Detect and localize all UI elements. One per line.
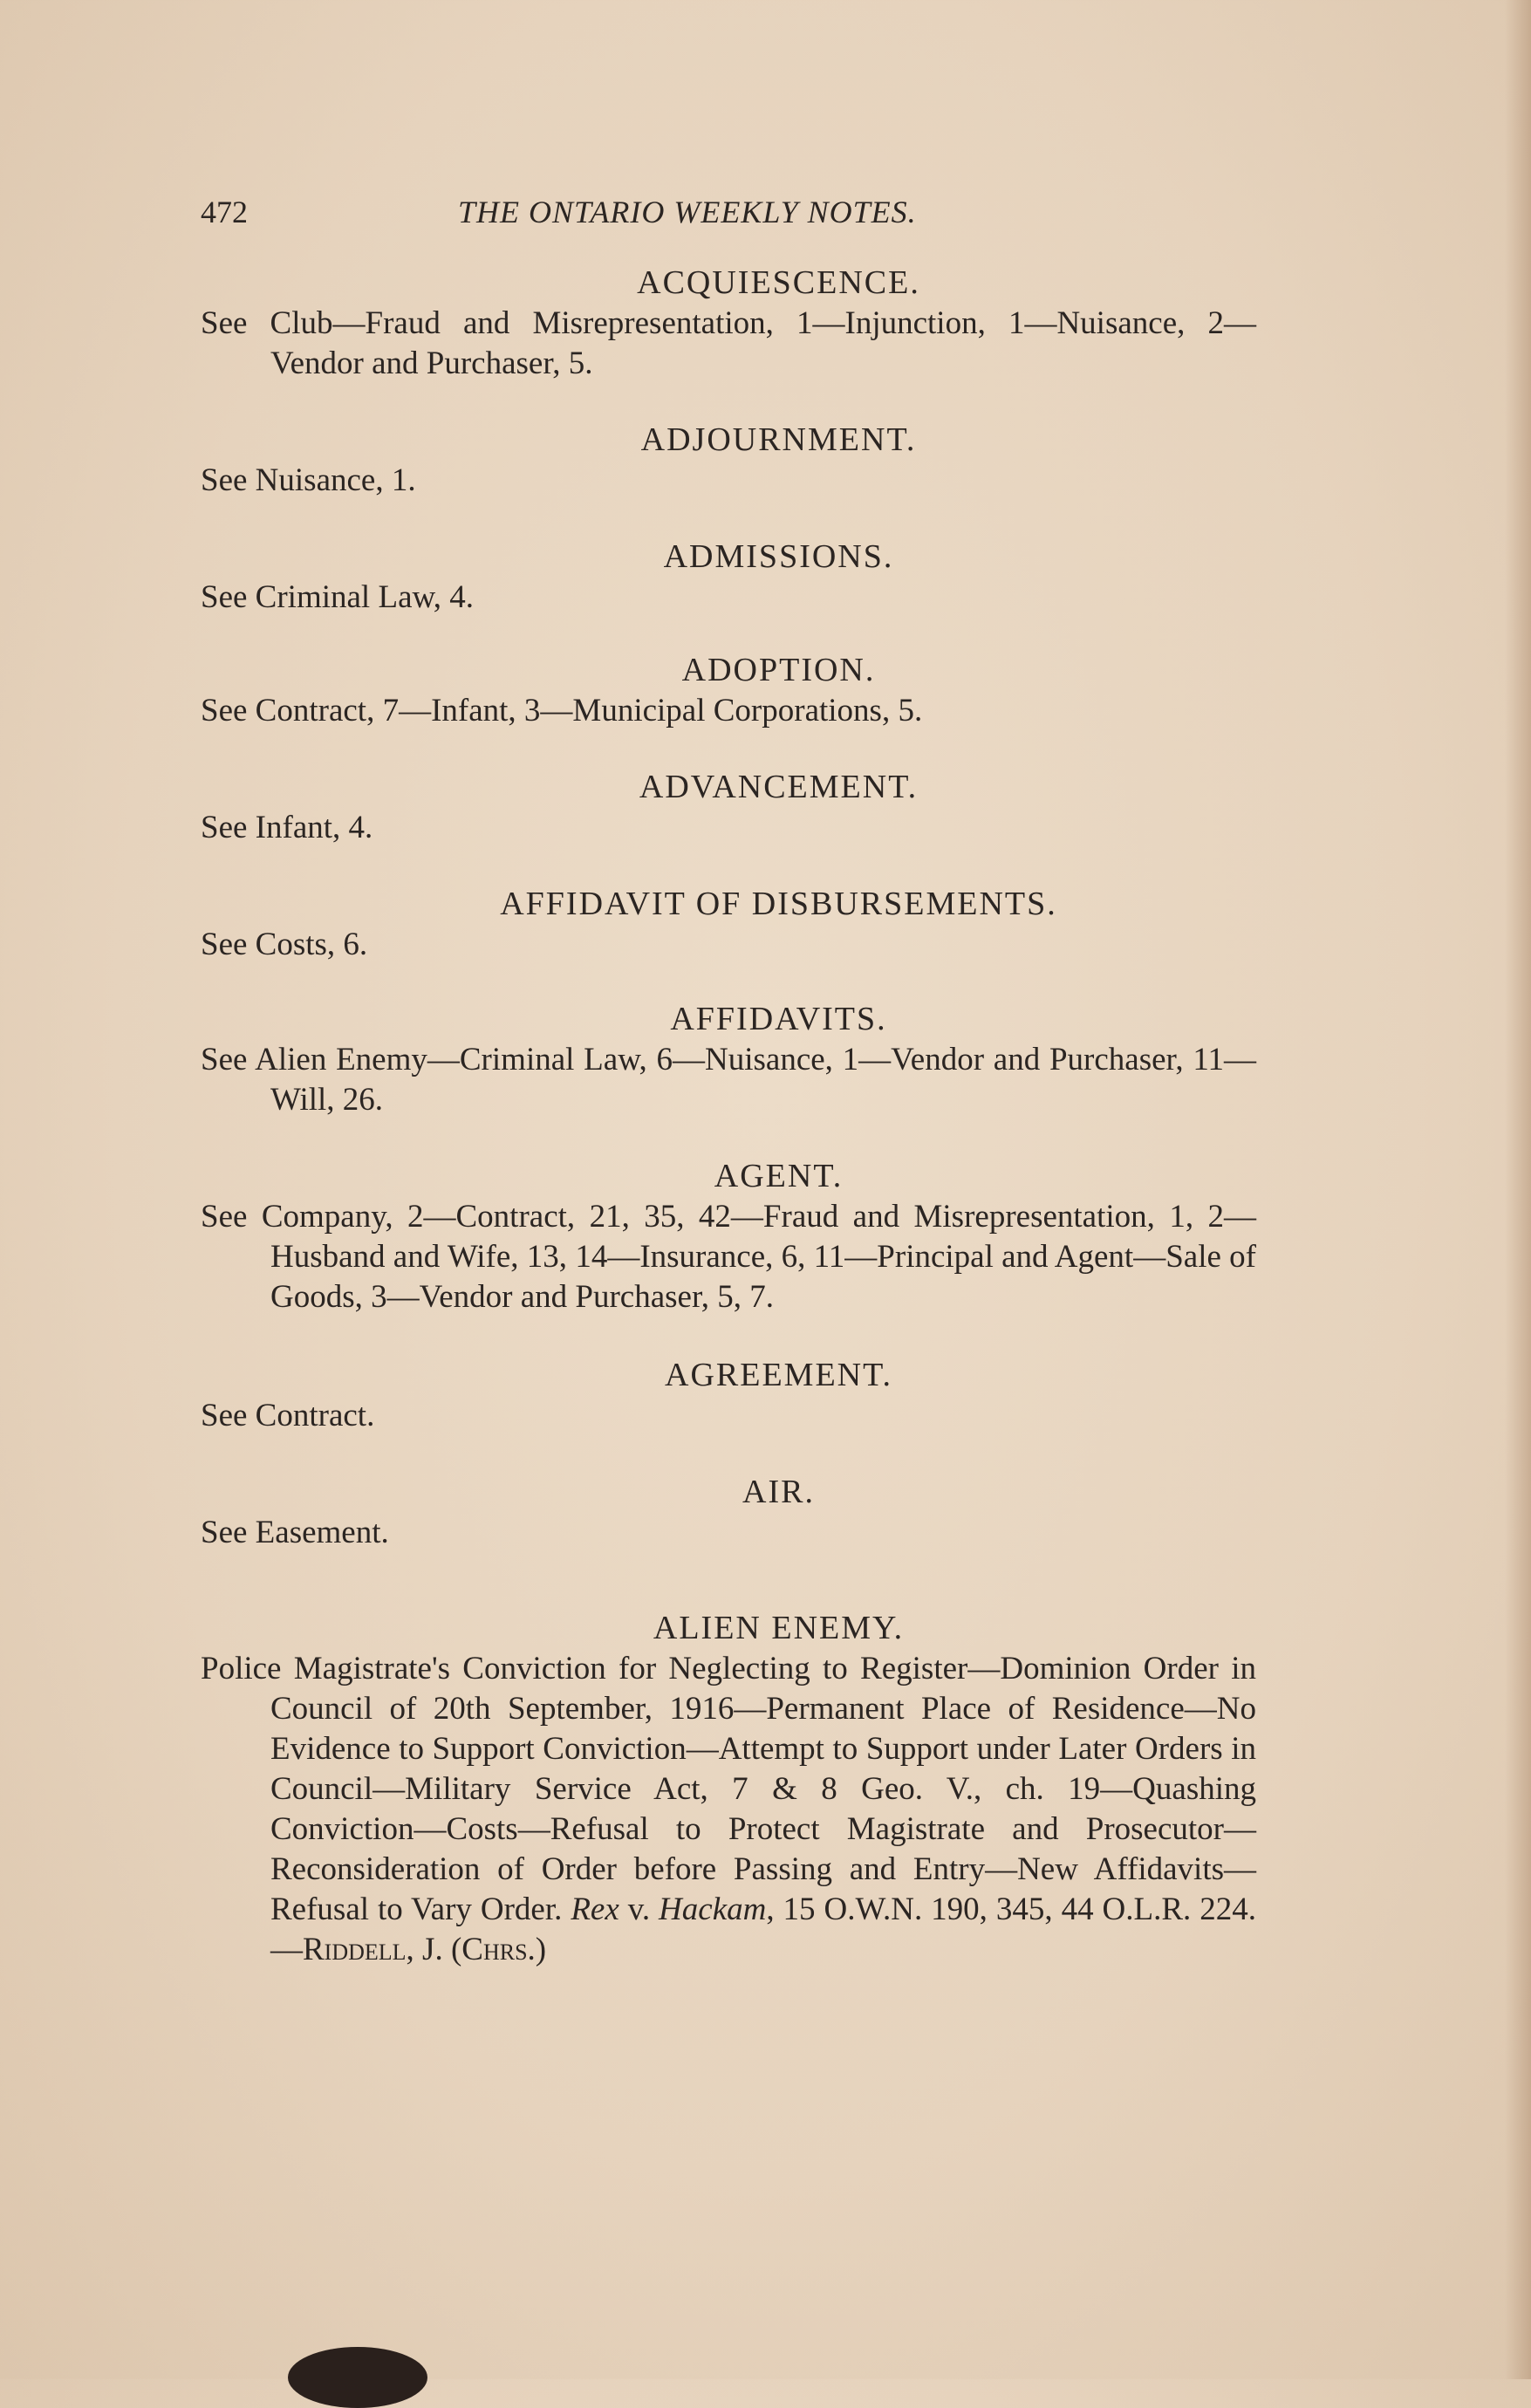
judge-name: Riddell (303, 1932, 407, 1967)
entry-reference-text: Police Magistrate's Conviction for Neglecting to Register—Dominion Order in Council of 20th September, 1916—Permanent Place of Residence—No Evidence to Support Conviction—Attempt to Support under Later Orders in Council—Military Service Act, 7 & 8 Geo. V., ch. 19—Quashing Conviction—Costs—Refusal to Protect Magistrate and Prosecutor—Reconsideration of Order before Passing and Entry—New Affidavits—Refusal to Vary Order. (201, 1651, 1256, 1927)
judge-suffix: , J. ( (406, 1932, 462, 1967)
entry-reference: See Company, 2—Contract, 21, 35, 42—Fraud and Misrepresentation, 1, 2—Husband and Wife, 13, 14—Insurance, 6, 11—Principal and Agent—Sale of Goods, 3—Vendor and Purchaser, 5, 7. (201, 1199, 1256, 1315)
case-name-defendant: Hackam (659, 1892, 767, 1927)
court-abbreviation: Chrs. (461, 1932, 536, 1967)
index-entry (201, 766, 1256, 848)
entry-heading: AFFIDAVIT OF DISBURSEMENTS. (500, 886, 1057, 922)
entry-heading: AIR. (742, 1474, 815, 1510)
entry-reference: See Contract. (201, 1398, 375, 1433)
index-entry (201, 419, 1256, 501)
entry-heading: ADMISSIONS. (663, 538, 894, 575)
index-entry (201, 536, 1256, 618)
entry-heading: ACQUIESCENCE. (637, 264, 920, 301)
entry-reference: See Nuisance, 1. (201, 462, 416, 498)
entry-heading: AGENT. (714, 1158, 844, 1194)
page-number: 472 (201, 195, 248, 229)
index-entry (201, 1354, 1256, 1436)
index-entry (201, 262, 1256, 384)
running-header (201, 194, 1247, 236)
index-entry (201, 1155, 1256, 1317)
entry-reference (201, 1649, 1256, 1970)
entry-reference: See Contract, 7—Infant, 3—Municipal Corporations, 5. (201, 693, 923, 729)
index-entry (201, 1471, 1256, 1553)
case-versus: v. (619, 1892, 660, 1927)
case-citation: , 15 O.W.N. 190, 345, 44 O.L.R. 224.— (270, 1892, 1256, 1967)
case-name-plaintiff: Rex (571, 1892, 619, 1927)
entry-reference: See Alien Enemy—Criminal Law, 6—Nuisance, 1—Vendor and Purchaser, 11—Will, 26. (201, 1042, 1256, 1118)
running-title: THE ONTARIO WEEKLY NOTES. (458, 195, 917, 229)
entry-heading: AFFIDAVITS. (670, 1001, 887, 1037)
page-edge-shadow (1505, 0, 1531, 2379)
entry-reference: See Club—Fraud and Misrepresentation, 1—Injunction, 1—Nuisance, 2—Vendor and Purchaser, 5. (201, 305, 1256, 381)
index-entry (201, 883, 1256, 965)
entry-reference: See Easement. (201, 1515, 389, 1550)
entry-heading: ADVANCEMENT. (639, 769, 919, 805)
entry-heading: AGREEMENT. (665, 1357, 892, 1393)
closing-paren: ) (535, 1932, 547, 1967)
entry-heading: ADJOURNMENT. (640, 421, 917, 458)
entry-heading: ADOPTION. (681, 652, 876, 688)
index-entry (201, 649, 1256, 731)
index-entry (201, 1607, 1256, 1970)
entry-reference: See Costs, 6. (201, 927, 368, 962)
entry-heading: ALIEN ENEMY. (653, 1610, 905, 1646)
page-stain (288, 2347, 427, 2408)
entry-reference: See Criminal Law, 4. (201, 579, 475, 615)
index-entry (201, 998, 1256, 1120)
index-content (201, 262, 1256, 1970)
entry-reference: See Infant, 4. (201, 810, 373, 845)
